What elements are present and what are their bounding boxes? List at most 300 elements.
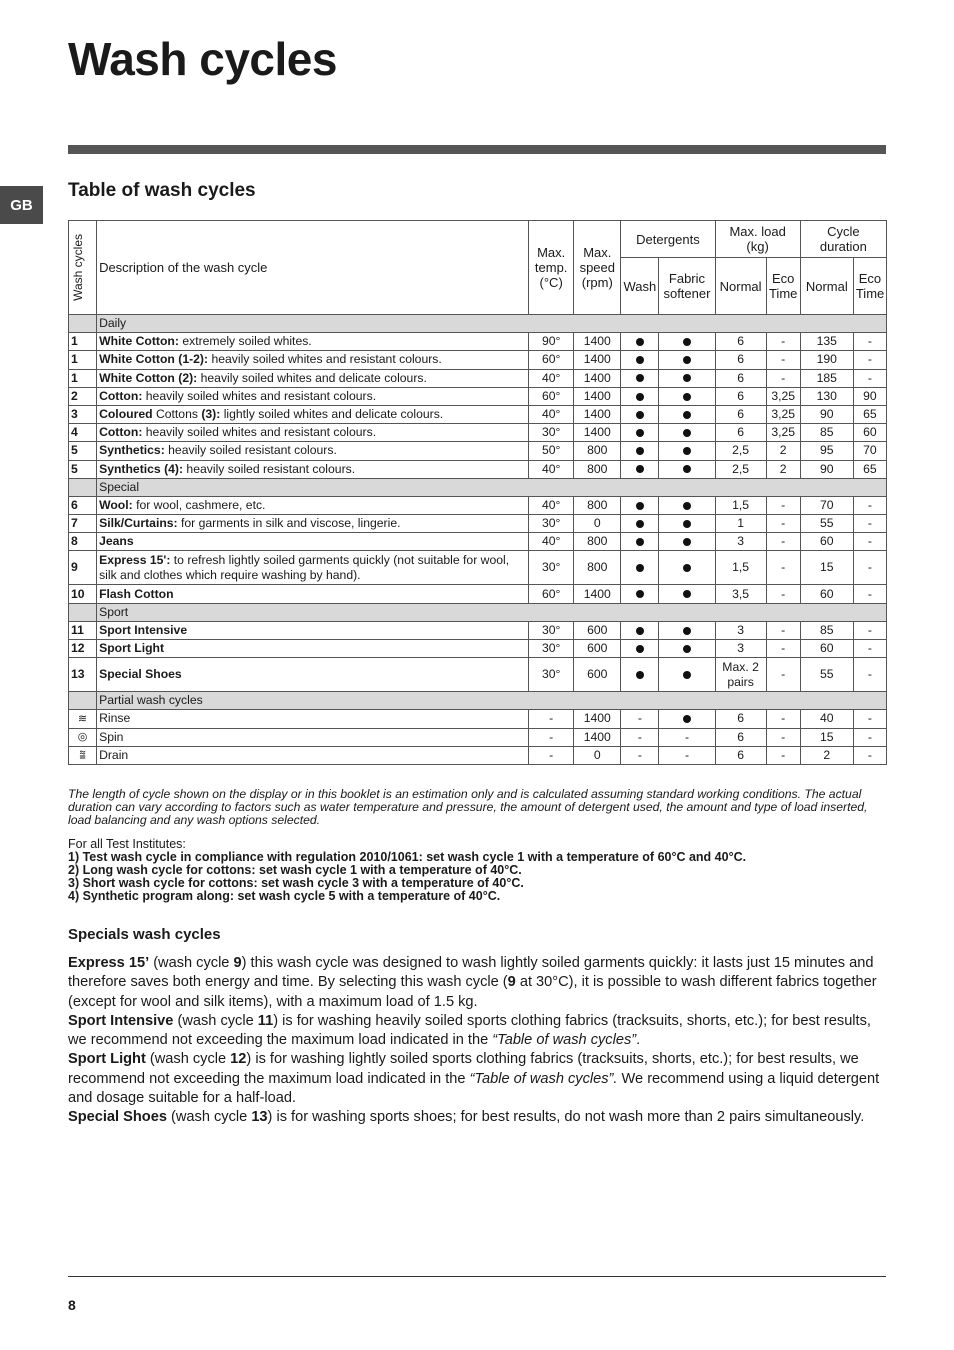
section-label: Daily [97, 315, 887, 333]
max-speed: 800 [574, 551, 621, 585]
bullet-icon [636, 374, 644, 382]
table-row [69, 621, 887, 639]
cycle-desc-text: Rinse [99, 711, 131, 726]
bullet-icon [683, 356, 691, 364]
wash-cycles-table [68, 220, 887, 765]
fabric-softener [659, 369, 715, 387]
max-temp: 50° [529, 442, 574, 460]
load-eco: - [766, 585, 800, 603]
max-speed: 1400 [574, 351, 621, 369]
table-row [69, 460, 887, 478]
bullet-icon [683, 465, 691, 473]
duration-normal: 185 [800, 369, 853, 387]
cycle-name: Coloured [99, 407, 153, 422]
cycle-name: White Cotton (2): [99, 370, 198, 385]
cycle-name: Jeans [99, 534, 134, 549]
duration-eco: 65 [853, 460, 886, 478]
load-eco: - [766, 728, 800, 746]
max-speed: 1400 [574, 405, 621, 423]
duration-normal: 2 [800, 746, 853, 764]
detergent-wash [621, 424, 659, 442]
header-fabric-softener: Fabric softener [659, 258, 715, 315]
cycle-number: 6 [69, 496, 97, 514]
load-eco: - [766, 551, 800, 585]
section-spacer [69, 692, 97, 710]
footer-rule [68, 1276, 886, 1277]
header-rule [68, 145, 886, 154]
load-eco: 2 [766, 442, 800, 460]
section-row [69, 603, 887, 621]
load-normal: 1 [715, 515, 766, 533]
fabric-softener [659, 460, 715, 478]
load-normal: 1,5 [715, 496, 766, 514]
bullet-icon [636, 465, 644, 473]
load-normal: 6 [715, 710, 766, 728]
detergent-wash: - [621, 728, 659, 746]
load-normal: 3,5 [715, 585, 766, 603]
duration-eco: - [853, 496, 886, 514]
max-temp: - [529, 746, 574, 764]
load-normal: 6 [715, 746, 766, 764]
cycle-desc-text: extremely soiled whites. [178, 334, 312, 349]
cycle-desc-text: heavily soiled resistant colours. [164, 443, 337, 458]
cycle-name-2: (3): [201, 407, 221, 422]
header-max-speed: Max. speed (rpm) [574, 221, 621, 315]
cycle-number: 2 [69, 387, 97, 405]
header-detergents: Detergents [621, 221, 715, 258]
fabric-softener [659, 496, 715, 514]
duration-normal: 190 [800, 351, 853, 369]
bullet-icon [636, 338, 644, 346]
table-row [69, 333, 887, 351]
duration-eco: - [853, 585, 886, 603]
bullet-icon [636, 590, 644, 598]
cycle-description [97, 746, 529, 764]
duration-eco: - [853, 658, 886, 692]
table-row [69, 658, 887, 692]
cycle-number: 7 [69, 515, 97, 533]
spin-icon: ◎ [77, 731, 88, 744]
table-row [69, 640, 887, 658]
fabric-softener [659, 515, 715, 533]
bullet-icon [683, 447, 691, 455]
cycle-number: 5 [69, 442, 97, 460]
cycle-description [97, 728, 529, 746]
cycle-number: 1 [69, 351, 97, 369]
cycle-description [97, 640, 529, 658]
section-label: Special [97, 478, 887, 496]
cycle-number: 1 [69, 333, 97, 351]
fabric-softener [659, 533, 715, 551]
cycle-desc-text: for garments in silk and viscose, lingerie. [177, 516, 401, 531]
cycle-desc-text: heavily soiled whites and delicate colours. [197, 370, 427, 385]
load-eco: - [766, 533, 800, 551]
cycle-desc-text: heavily soiled whites and resistant colours. [142, 388, 377, 403]
cycle-name: Synthetics (4): [99, 461, 184, 476]
load-eco: 2 [766, 460, 800, 478]
sport-intensive-paragraph: Sport Intensive (wash cycle 11) is for washing heavily soiled sports clothing fabrics (tracksuits, shorts, etc.); for best results, we recommend not exceeding the maximum load indicated in the “Table of wash cycles”. [68, 1012, 871, 1049]
bullet-icon [636, 447, 644, 455]
bullet-icon [636, 356, 644, 364]
fabric-softener [659, 351, 715, 369]
header-duration-normal: Normal [800, 258, 853, 315]
drain-icon: ⩰ [79, 749, 86, 762]
duration-normal: 55 [800, 658, 853, 692]
duration-eco: - [853, 728, 886, 746]
fabric-softener [659, 551, 715, 585]
load-normal: 3 [715, 621, 766, 639]
load-normal: 6 [715, 424, 766, 442]
cycle-number: 11 [69, 621, 97, 639]
fabric-softener [659, 710, 715, 728]
load-eco: 3,25 [766, 387, 800, 405]
bullet-icon [683, 429, 691, 437]
cycle-description [97, 515, 529, 533]
header-load-normal: Normal [715, 258, 766, 315]
duration-eco: - [853, 551, 886, 585]
bullet-icon [636, 393, 644, 401]
max-temp: 30° [529, 551, 574, 585]
cycle-description [97, 496, 529, 514]
cycle-number: 4 [69, 424, 97, 442]
load-normal: 2,5 [715, 460, 766, 478]
sport-light-paragraph: Sport Light (wash cycle 12) is for washing lightly soiled sports clothing fabrics (tracksuits, shorts, etc.); for best results, we recommend not exceeding the maximum load indicated in the “Table of wash cycles”. We recommend using a liquid detergent and dosage suitable for a half-load. [68, 1051, 880, 1107]
duration-normal: 15 [800, 728, 853, 746]
load-normal: 6 [715, 728, 766, 746]
max-temp: 40° [529, 405, 574, 423]
cycle-number: 1 [69, 369, 97, 387]
max-speed: 0 [574, 746, 621, 764]
table-row [69, 351, 887, 369]
duration-normal: 85 [800, 621, 853, 639]
table-row [69, 728, 887, 746]
cycle-number: 12 [69, 640, 97, 658]
cycle-desc-text: heavily soiled resistant colours. [183, 461, 356, 476]
load-normal: 6 [715, 387, 766, 405]
detergent-wash [621, 369, 659, 387]
bullet-icon [636, 520, 644, 528]
duration-normal: 130 [800, 387, 853, 405]
duration-eco: - [853, 533, 886, 551]
bullet-icon [683, 502, 691, 510]
test-institutes-heading: For all Test Institutes: [68, 837, 186, 851]
cycle-number: 9 [69, 551, 97, 585]
cycle-desc-text: heavily soiled whites and resistant colours. [208, 352, 442, 367]
cycle-desc-text: to refresh lightly soiled garments quickly (not suitable for wool, silk and clothes which require washing by hand). [99, 552, 510, 582]
bullet-icon [683, 411, 691, 419]
special-shoes-paragraph: Special Shoes (wash cycle 13) is for washing sports shoes; for best results, do not wash more than 2 pairs simultaneously. [68, 1109, 865, 1126]
header-wash: Wash [621, 258, 659, 315]
max-speed: 800 [574, 496, 621, 514]
bullet-icon [683, 671, 691, 679]
max-speed: 1400 [574, 710, 621, 728]
fabric-softener [659, 621, 715, 639]
cycle-description [97, 460, 529, 478]
cycle-name: Cotton: [99, 425, 143, 440]
duration-normal: 90 [800, 405, 853, 423]
cycle-desc-pre: Cottons [152, 407, 202, 422]
cycle-name: Flash Cotton [99, 586, 174, 601]
load-eco: 3,25 [766, 405, 800, 423]
test-institute-item: 4) Synthetic program along: set wash cycle 5 with a temperature of 40°C. [68, 889, 501, 903]
max-temp: 60° [529, 585, 574, 603]
section-label: Sport [97, 603, 887, 621]
max-temp: 40° [529, 496, 574, 514]
duration-normal: 55 [800, 515, 853, 533]
bullet-icon [636, 429, 644, 437]
bullet-icon [683, 715, 691, 723]
max-temp: 30° [529, 424, 574, 442]
wash-cycles-body [69, 315, 887, 765]
table-row [69, 424, 887, 442]
page-number: 8 [68, 1297, 76, 1313]
duration-eco: - [853, 369, 886, 387]
test-institutes-list [68, 851, 746, 903]
cycle-icon-cell [69, 710, 97, 728]
cycle-name: Cotton: [99, 388, 143, 403]
fabric-softener: - [659, 728, 715, 746]
max-speed: 1400 [574, 333, 621, 351]
max-temp: 90° [529, 333, 574, 351]
section-spacer [69, 315, 97, 333]
duration-normal: 60 [800, 533, 853, 551]
max-speed: 800 [574, 533, 621, 551]
table-row [69, 746, 887, 764]
fabric-softener [659, 658, 715, 692]
max-speed: 600 [574, 621, 621, 639]
duration-eco: - [853, 621, 886, 639]
duration-normal: 15 [800, 551, 853, 585]
bullet-icon [636, 538, 644, 546]
max-speed: 1400 [574, 387, 621, 405]
duration-normal: 60 [800, 585, 853, 603]
cycle-name: White Cotton: [99, 334, 179, 349]
bullet-icon [683, 520, 691, 528]
cycle-number: 13 [69, 658, 97, 692]
load-eco: - [766, 621, 800, 639]
duration-eco: - [853, 515, 886, 533]
detergent-wash [621, 585, 659, 603]
bullet-icon [683, 645, 691, 653]
max-speed: 1400 [574, 424, 621, 442]
bullet-icon [683, 338, 691, 346]
bullet-icon [636, 502, 644, 510]
bullet-icon [636, 564, 644, 572]
header-wash-cycles: Wash cycles [69, 221, 97, 315]
header-max-load: Max. load (kg) [715, 221, 800, 258]
max-temp: 30° [529, 640, 574, 658]
duration-normal: 60 [800, 640, 853, 658]
detergent-wash: - [621, 710, 659, 728]
load-eco: - [766, 351, 800, 369]
detergent-wash [621, 533, 659, 551]
cycle-icon-cell [69, 746, 97, 764]
cycle-description [97, 533, 529, 551]
duration-note: The length of cycle shown on the display or in this booklet is an estimation only and is calculated assuming standard working conditions. The actual duration can vary according to factors such as water temperature and pressure, the amount of detergent used, the amount and type of load inserted, load balancing and any wash options selected. [68, 787, 868, 827]
cycle-desc-text: Spin [99, 729, 124, 744]
cycle-icon-cell [69, 728, 97, 746]
duration-normal: 70 [800, 496, 853, 514]
bullet-icon [683, 538, 691, 546]
table-row [69, 369, 887, 387]
load-eco: - [766, 640, 800, 658]
test-institute-item: 1) Test wash cycle in compliance with regulation 2010/1061: set wash cycle 1 with a temperature of 60°C and 40°C. [68, 850, 747, 864]
detergent-wash [621, 496, 659, 514]
load-normal: 3 [715, 640, 766, 658]
section-label: Partial wash cycles [97, 692, 887, 710]
load-normal: 6 [715, 333, 766, 351]
load-normal: 6 [715, 405, 766, 423]
cycle-description [97, 585, 529, 603]
max-speed: 0 [574, 515, 621, 533]
max-speed: 1400 [574, 369, 621, 387]
cycle-desc-text: heavily soiled whites and resistant colours. [142, 425, 377, 440]
detergent-wash [621, 442, 659, 460]
max-temp: 30° [529, 621, 574, 639]
cycle-name: Silk/Curtains: [99, 516, 178, 531]
duration-normal: 95 [800, 442, 853, 460]
load-eco: - [766, 658, 800, 692]
table-row [69, 533, 887, 551]
max-temp: 30° [529, 515, 574, 533]
bullet-icon [683, 393, 691, 401]
max-speed: 600 [574, 640, 621, 658]
header-description: Description of the wash cycle [97, 221, 529, 315]
detergent-wash [621, 387, 659, 405]
cycle-description [97, 424, 529, 442]
load-eco: - [766, 369, 800, 387]
load-eco: - [766, 333, 800, 351]
duration-normal: 85 [800, 424, 853, 442]
load-eco: - [766, 710, 800, 728]
duration-eco: 90 [853, 387, 886, 405]
cycle-desc-text: lightly soiled whites and delicate colours. [220, 407, 444, 422]
load-eco: - [766, 515, 800, 533]
detergent-wash [621, 658, 659, 692]
max-speed: 800 [574, 442, 621, 460]
cycle-name: Wool: [99, 497, 133, 512]
cycle-description [97, 442, 529, 460]
cycle-name: Synthetics: [99, 443, 165, 458]
fabric-softener [659, 640, 715, 658]
max-temp: 60° [529, 351, 574, 369]
section-title: Table of wash cycles [68, 180, 256, 201]
header-load-eco: Eco Time [766, 258, 800, 315]
cycle-description [97, 658, 529, 692]
cycle-number: 8 [69, 533, 97, 551]
max-temp: 60° [529, 387, 574, 405]
duration-eco: - [853, 710, 886, 728]
max-speed: 800 [574, 460, 621, 478]
bullet-icon [636, 411, 644, 419]
bullet-icon [636, 627, 644, 635]
load-normal: 2,5 [715, 442, 766, 460]
table-row [69, 551, 887, 585]
language-tab: GB [0, 186, 43, 224]
max-speed: 1400 [574, 728, 621, 746]
duration-eco: 70 [853, 442, 886, 460]
load-normal: Max. 2 pairs [715, 658, 766, 692]
cycle-number: 5 [69, 460, 97, 478]
load-normal: 1,5 [715, 551, 766, 585]
cycle-desc-text: Drain [99, 747, 129, 762]
bullet-icon [683, 374, 691, 382]
table-row [69, 405, 887, 423]
table-row [69, 387, 887, 405]
bullet-icon [683, 564, 691, 572]
max-temp: - [529, 710, 574, 728]
cycle-number: 3 [69, 405, 97, 423]
section-spacer [69, 603, 97, 621]
fabric-softener [659, 405, 715, 423]
fabric-softener [659, 424, 715, 442]
bullet-icon [683, 590, 691, 598]
cycle-number: 10 [69, 585, 97, 603]
fabric-softener [659, 333, 715, 351]
detergent-wash [621, 621, 659, 639]
duration-eco: - [853, 746, 886, 764]
duration-eco: 60 [853, 424, 886, 442]
load-eco: - [766, 746, 800, 764]
duration-normal: 90 [800, 460, 853, 478]
detergent-wash [621, 515, 659, 533]
cycle-desc-text: for wool, cashmere, etc. [132, 497, 266, 512]
duration-eco: - [853, 640, 886, 658]
cycle-name: White Cotton (1-2): [99, 352, 209, 367]
cycle-description [97, 333, 529, 351]
detergent-wash [621, 551, 659, 585]
load-normal: 3 [715, 533, 766, 551]
detergent-wash [621, 460, 659, 478]
duration-eco: 65 [853, 405, 886, 423]
cycle-description [97, 369, 529, 387]
bullet-icon [636, 645, 644, 653]
cycle-description [97, 551, 529, 585]
section-row [69, 315, 887, 333]
table-row [69, 515, 887, 533]
cycle-name: Sport Intensive [99, 622, 188, 637]
section-row [69, 478, 887, 496]
header-duration-eco: Eco Time [853, 258, 886, 315]
page-title: Wash cycles [68, 33, 337, 85]
rinse-icon: ≋ [77, 712, 88, 725]
max-temp: - [529, 728, 574, 746]
test-institute-item: 2) Long wash cycle for cottons: set wash cycle 1 with a temperature of 40°C. [68, 863, 522, 877]
section-row [69, 692, 887, 710]
cycle-description [97, 387, 529, 405]
cycle-description [97, 710, 529, 728]
duration-eco: - [853, 351, 886, 369]
header-max-temp: Max. temp. (°C) [529, 221, 574, 315]
express-paragraph: Express 15’ (wash cycle 9) this wash cycle was designed to wash lightly soiled garments quickly: it lasts just 15 minutes and therefore saves both energy and time. By selecting this wash cycle (9 at 30°C), it is possible to wash different fabrics together (except for wool and silk items), with a maximum load of 1.5 kg. [68, 955, 877, 1010]
header-cycle-duration: Cycle duration [800, 221, 886, 258]
cycle-description [97, 405, 529, 423]
max-speed: 600 [574, 658, 621, 692]
max-speed: 1400 [574, 585, 621, 603]
test-institute-item: 3) Short wash cycle for cottons: set wash cycle 3 with a temperature of 40°C. [68, 876, 524, 890]
load-normal: 6 [715, 351, 766, 369]
fabric-softener: - [659, 746, 715, 764]
duration-normal: 40 [800, 710, 853, 728]
table-row [69, 585, 887, 603]
table-row [69, 710, 887, 728]
detergent-wash: - [621, 746, 659, 764]
cycle-description [97, 621, 529, 639]
detergent-wash [621, 640, 659, 658]
max-temp: 40° [529, 533, 574, 551]
max-temp: 30° [529, 658, 574, 692]
specials-text [68, 954, 890, 1128]
